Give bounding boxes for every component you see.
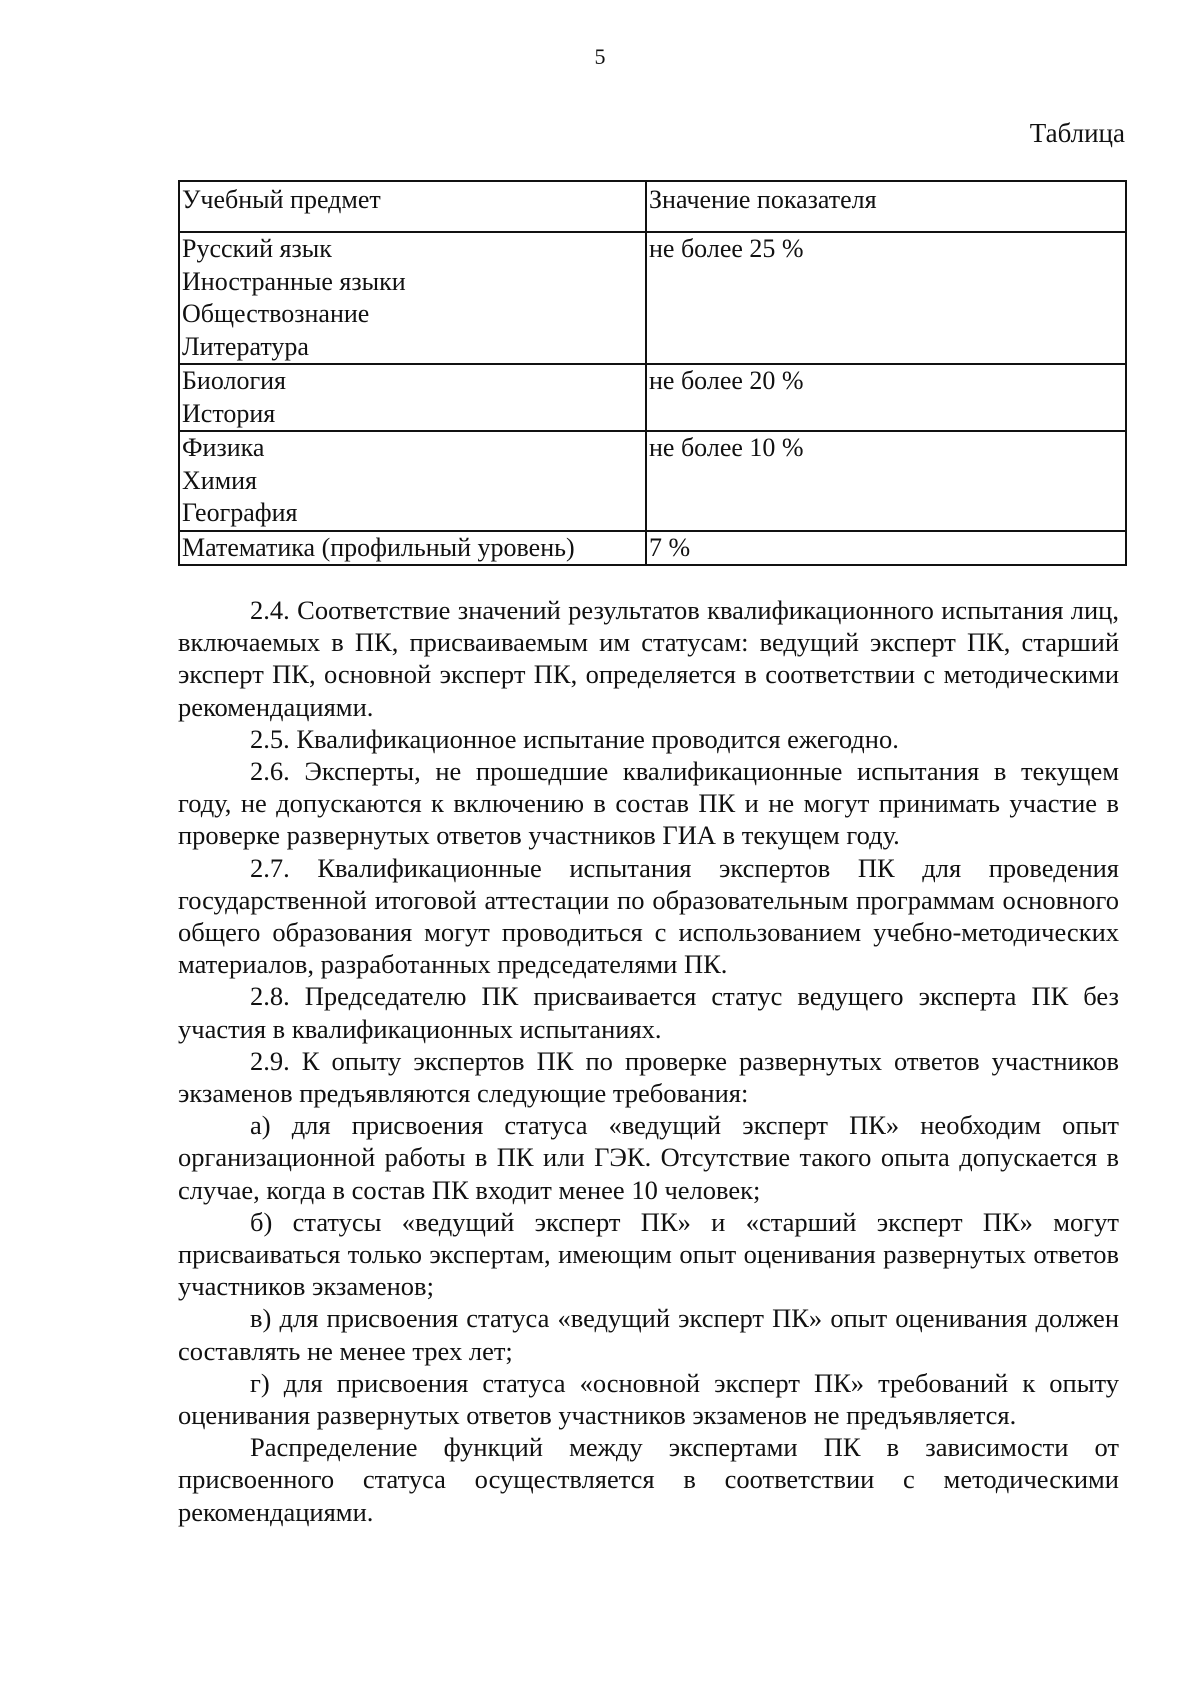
value-cell: не более 10 % [646,431,1126,531]
table-row [179,531,1126,566]
table-row [179,431,1126,531]
header-subject: Учебный предмет [179,181,646,232]
subject-cell [179,431,646,531]
paragraph-2-6: 2.6. Эксперты, не прошедшие квалификационные испытания в текущем году, не допускаются к включению в состав ПК и не могут принимать участие в проверке развернутых ответов участников ГИА в текущем году. [178,756,1119,851]
subject-name: Биология [182,366,287,395]
table-caption: Таблица [1029,118,1125,148]
requirement-b: б) статусы «ведущий эксперт ПК» и «старший эксперт ПК» могут присваиваться только экспертам, имеющим опыт оценивания развернутых ответов участников экзаменов; [178,1206,1119,1302]
header-value: Значение показателя [646,181,1126,232]
subject-name: Иностранные языки [182,266,406,296]
requirement-g: г) для присвоения статуса «основной эксперт ПК» требований к опыту оценивания развернутых ответов участников экзаменов не предъявляется. [178,1367,1119,1431]
subject-name: Физика [182,433,265,462]
table-header-row [179,181,1126,232]
value-cell: не более 20 % [646,364,1126,431]
body-text [178,594,1119,1528]
subject-cell [179,364,646,431]
subject-name: Литература [182,331,309,361]
paragraph-2-7: 2.7. Квалификационные испытания экспертов ПК для проведения государственной итоговой аттестации по образовательным программам основного общего образования могут проводиться с использованием учебно-методических материалов, разработанных председателями ПК. [178,852,1119,980]
paragraph-2-8: 2.8. Председателю ПК присваивается статус ведущего эксперта ПК без участия в квалификационных испытаниях. [178,981,1119,1044]
table-row [179,364,1126,431]
value-cell: не более 25 % [646,232,1126,364]
paragraph-distribution: Распределение функций между экспертами ПК в зависимости от присвоенного статуса осуществляется в соответствии с методическими рекомендациями. [178,1432,1119,1527]
requirement-a: а) для присвоения статуса «ведущий эксперт ПК» необходим опыт организационной работы в ПК или ГЭК. Отсутствие такого опыта допускается в случае, когда в состав ПК входит менее 10 человек; [178,1110,1119,1205]
paragraph-2-5: 2.5. Квалификационное испытание проводится ежегодно. [250,723,899,754]
subject-cell [179,232,646,364]
subject-name: Химия [182,465,258,495]
subject-name: Обществознание [182,299,370,328]
subject-name: История [182,398,276,428]
subject-name: География [182,498,298,527]
table-row [179,232,1126,364]
value-cell: 7 % [646,531,1126,566]
paragraph-2-4: 2.4. Соответствие значений результатов квалификационного испытания лиц, включаемых в ПК, присваиваемым им статусам: ведущий эксперт ПК, старший эксперт ПК, основной эксперт ПК, определяется в соответствии с методическими рекомендациями. [178,595,1119,722]
subject-cell [179,531,646,566]
requirement-v: в) для присвоения статуса «ведущий эксперт ПК» опыт оценивания должен составлять не менее трех лет; [178,1303,1119,1366]
page-number: 5 [594,44,606,69]
indicator-table [178,180,1127,566]
paragraph-2-9: 2.9. К опыту экспертов ПК по проверке развернутых ответов участников экзаменов предъявляются следующие требования: [178,1045,1119,1109]
subject-name: Русский язык [182,234,332,263]
subject-name: Математика (профильный уровень) [182,532,575,562]
